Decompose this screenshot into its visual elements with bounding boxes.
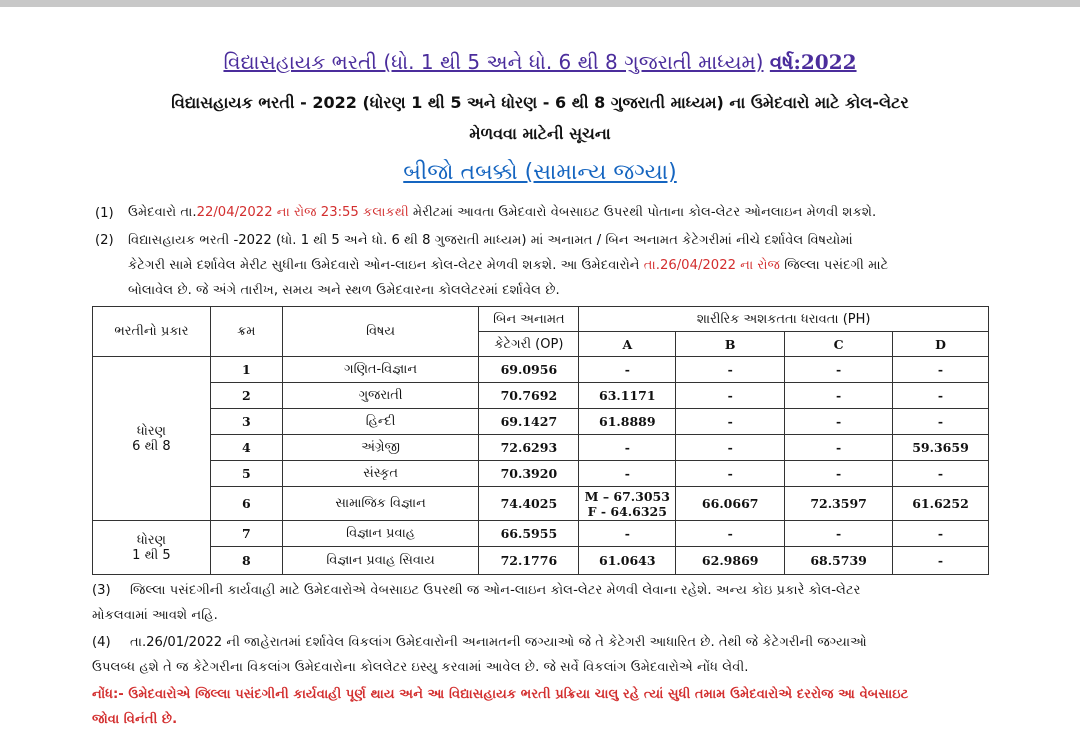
merit-table (92, 306, 989, 575)
table-row (93, 521, 989, 547)
cell-subject: હિન્દી (282, 409, 479, 435)
cell-kram: 2 (210, 383, 282, 409)
cell-op: 72.6293 (479, 435, 579, 461)
cell-b: 66.0667 (676, 487, 785, 521)
cell-d: - (893, 383, 989, 409)
cell-b: - (676, 383, 785, 409)
point2-line1: વિદ્યાસહાયક ભરતી -2022 (ધો. 1 થી 5 અને ધો. 6 થી 8 ગુજરાતી માધ્યમ) માં અનામત / બિન અનામત કેટેગરીમાં નીચે દર્શાવેલ વિષયોમાં (128, 233, 853, 248)
cell-op: 69.0956 (479, 357, 579, 383)
point3-line1 (92, 578, 992, 603)
note-line1: નોંધ:- ઉમેદવારોએ જિલ્લા પસંદગીની કાર્યવાહી પૂર્ણ થાય અને આ વિદ્યાસહાયક ભરતી પ્રક્રિયા ચાલુ રહે ત્યાં સુધી તમામ ઉમેદવારોએ દરરોજ આ વેબસાઇટ (92, 687, 909, 702)
cell-c: - (785, 435, 893, 461)
cell-a: - (579, 521, 676, 547)
header-op-line1: બિન અનામત (479, 307, 579, 332)
cell-b: - (676, 357, 785, 383)
header-kram: ક્રમ (210, 307, 282, 357)
cell-kram: 7 (210, 521, 282, 547)
point4-line1-text: તા.26/01/2022 ની જાહેરાતમાં દર્શાવેલ વિકલાંગ ઉમેદવારોની અનામતની જગ્યાઓ જે તે કેટેગરી આધારિત છે. તેથી જે કેટેગરીની જગ્યાઓ (130, 635, 867, 650)
cell-op: 69.1427 (479, 409, 579, 435)
group-std-1-5 (93, 521, 211, 575)
phase-heading: બીજો તબક્કો (સામાન્ય જગ્યા) (403, 160, 677, 185)
point2-number: (2) (95, 233, 114, 248)
cell-subject: ગણિત-વિજ્ઞાન (282, 357, 479, 383)
group1-line2: 6 થી 8 (132, 438, 171, 454)
point4-line1 (92, 630, 992, 655)
cell-a-male: M – 67.3053 (584, 488, 670, 504)
table-row (93, 357, 989, 383)
cell-op: 66.5955 (479, 521, 579, 547)
point3-line2: મોકલવામાં આવશે નહિ. (92, 608, 218, 623)
point2-date: તા.26/04/2022 ના રોજ (643, 258, 781, 273)
point4-number: (4) (92, 635, 111, 650)
cell-a: 63.1171 (579, 383, 676, 409)
point4-line2: ઉપલબ્ધ હશે તે જ કેટેગરીના વિકલાંગ ઉમેદવારોના કોલલેટર ઇસ્યુ કરવામાં આવેલ છે. જે સર્વે વિકલાંગ ઉમેદવારોએ નોંધ લેવી. (92, 660, 749, 675)
cell-subject: સંસ્કૃત (282, 461, 479, 487)
point1-part-b: મેરીટમાં આવતા ઉમેદવારો વેબસાઇટ ઉપરથી પોતાના કોલ-લેટર ઓનલાઇન મેળવી શકશે. (408, 205, 877, 220)
cell-c: 68.5739 (785, 547, 893, 575)
cell-subject: સામાજિક વિજ્ઞાન (282, 487, 479, 521)
point2-text (128, 228, 998, 303)
cell-d: - (893, 409, 989, 435)
title-main: વિદ્યાસહાયક ભરતી (ધો. 1 થી 5 અને ધો. 6 થી 8 ગુજરાતી માધ્યમ) (223, 50, 764, 74)
cell-kram: 3 (210, 409, 282, 435)
header-d: D (893, 332, 989, 357)
header-a: A (579, 332, 676, 357)
page-title (0, 50, 1080, 74)
header-type: ભરતીનો પ્રકાર (93, 307, 211, 357)
cell-kram: 5 (210, 461, 282, 487)
group-std-6-8 (93, 357, 211, 521)
group1-line1: ધોરણ (136, 423, 166, 439)
cell-d: - (893, 357, 989, 383)
cell-subject: વિજ્ઞાન પ્રવાહ સિવાય (282, 547, 479, 575)
cell-d: - (893, 461, 989, 487)
point1-text (128, 200, 998, 225)
cell-b: - (676, 435, 785, 461)
cell-c: - (785, 383, 893, 409)
subtitle-line1: વિદ્યાસહાયક ભરતી - 2022 (ધોરણ 1 થી 5 અને ધોરણ - 6 થી 8 ગુજરાતી માધ્યમ) ના ઉમેદવારો માટે કોલ-લેટર (171, 93, 909, 112)
cell-a: - (579, 357, 676, 383)
cell-d: 61.6252 (893, 487, 989, 521)
header-b: B (676, 332, 785, 357)
point2-line2b: જિલ્લા પસંદગી માટે (780, 258, 889, 273)
point3-text (92, 578, 992, 628)
cell-a: - (579, 435, 676, 461)
table-row (93, 487, 989, 521)
cell-d: 59.3659 (893, 435, 989, 461)
point3-line1-text: જિલ્લા પસંદગીની કાર્યવાહી માટે ઉમેદવારોએ વેબસાઇટ ઉપરથી જ ઓન-લાઇન કોલ-લેટર મેળવી લેવાના રહેશે. અન્ય કોઇ પ્રકારે કોલ-લેટર (130, 583, 861, 598)
point4-text (92, 630, 992, 680)
cell-op: 72.1776 (479, 547, 579, 575)
cell-a-split (579, 487, 676, 521)
point1-date: 22/04/2022 ના રોજ 23:55 કલાકથી (196, 205, 409, 220)
header-ph: શારીરિક અશકતતા ધરાવતા (PH) (579, 307, 989, 332)
cell-c: - (785, 409, 893, 435)
cell-subject: વિજ્ઞાન પ્રવાહ (282, 521, 479, 547)
cell-op: 74.4025 (479, 487, 579, 521)
cell-kram: 4 (210, 435, 282, 461)
cell-op: 70.7692 (479, 383, 579, 409)
subtitle-line2: મેળવવા માટેની સૂચના (469, 124, 611, 143)
cell-b: - (676, 521, 785, 547)
title-year: વર્ષ:2022 (769, 50, 857, 74)
table-row (93, 383, 989, 409)
header-c: C (785, 332, 893, 357)
cell-d: - (893, 547, 989, 575)
header-subject: વિષય (282, 307, 479, 357)
cell-kram: 8 (210, 547, 282, 575)
cell-d: - (893, 521, 989, 547)
table-row (93, 547, 989, 575)
cell-c: - (785, 461, 893, 487)
table-row (93, 435, 989, 461)
top-scrollbar (0, 0, 1080, 7)
point1-part-a: ઉમેદવારો તા. (128, 205, 197, 220)
cell-b: - (676, 461, 785, 487)
cell-a: 61.0643 (579, 547, 676, 575)
note-line2: જોવા વિનંતી છે. (92, 712, 178, 727)
point2-line2a: કેટેગરી સામે દર્શાવેલ મેરીટ સુધીના ઉમેદવારો ઓન-લાઇન કોલ-લેટર મેળવી શકશે. આ ઉમેદવારોને (128, 258, 644, 273)
cell-kram: 6 (210, 487, 282, 521)
cell-b: - (676, 409, 785, 435)
cell-a: - (579, 461, 676, 487)
cell-c: 72.3597 (785, 487, 893, 521)
header-op-line2: કેટેગરી (OP) (479, 332, 579, 357)
cell-c: - (785, 521, 893, 547)
cell-subject: ગુજરાતી (282, 383, 479, 409)
point2-line3: બોલાવેલ છે. જે અંગે તારીખ, સમય અને સ્થળ ઉમેદવારના કોલલેટરમાં દર્શાવેલ છે. (128, 283, 560, 298)
cell-subject: અંગ્રેજી (282, 435, 479, 461)
point2-line2 (128, 253, 998, 278)
group2-line2: 1 થી 5 (132, 547, 171, 563)
cell-kram: 1 (210, 357, 282, 383)
table-row (93, 461, 989, 487)
cell-b: 62.9869 (676, 547, 785, 575)
point3-number: (3) (92, 583, 111, 598)
cell-c: - (785, 357, 893, 383)
cell-a-female: F - 64.6325 (587, 503, 667, 519)
group2-line1: ધોરણ (136, 532, 166, 548)
point1-number: (1) (95, 206, 114, 221)
table-row (93, 409, 989, 435)
cell-op: 70.3920 (479, 461, 579, 487)
note-text (92, 682, 992, 732)
cell-a: 61.8889 (579, 409, 676, 435)
